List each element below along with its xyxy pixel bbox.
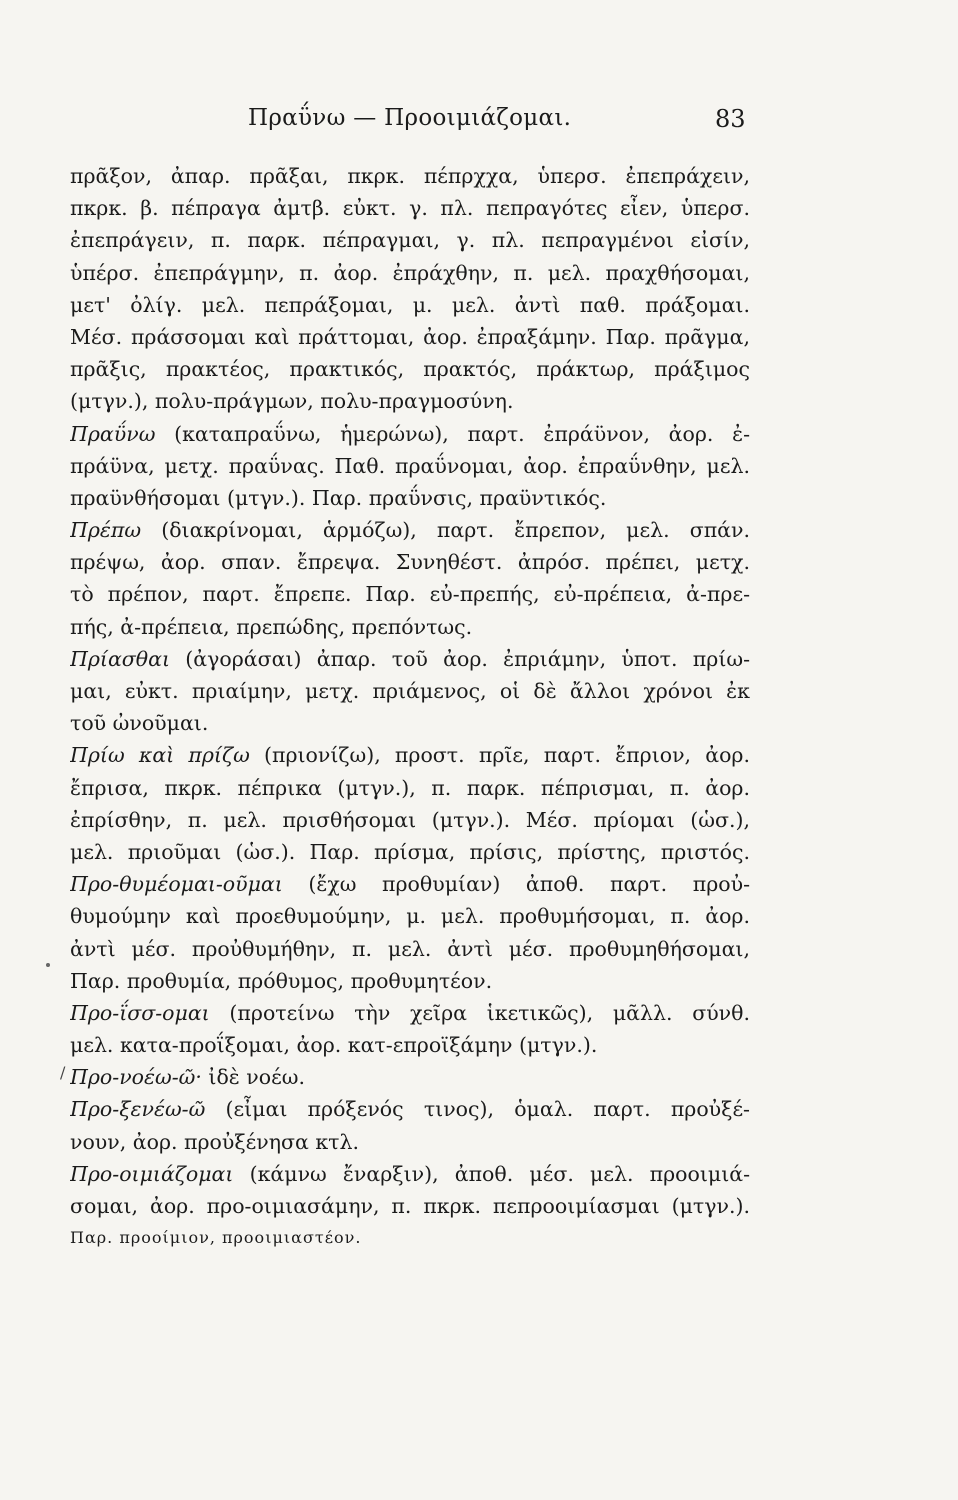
- entry-line: Προ-θυμέομαι-οῦμαι (ἔχω προθυμίαν) ἀποθ. παρτ. προὐ-: [70, 872, 750, 897]
- text-line: Παρ. προθυμία, πρόθυμος, προθυμητέον.: [70, 968, 493, 993]
- headword: Πρίω καὶ πρίζω: [70, 743, 250, 768]
- text-line: πκρκ. β. πέπραγα ἀμτβ. εὐκτ. γ. πλ. πεπραγότες εἶεν, ὑπερσ.: [70, 196, 750, 221]
- entry-line: Προ-ΐσσ-ομαι (προτείνω τὴν χεῖρα ἱκετικῶς), μᾶλλ. σύνθ.: [70, 1000, 750, 1025]
- running-title: Πραΰνω — Προοιμιάζομαι.: [248, 105, 572, 131]
- entry-line: Πραΰνω (καταπραΰνω, ἡμερώνω), παρτ. ἐπράϋνον, ἀορ. ἐ-: [70, 421, 750, 446]
- headword: Προ-θυμέομαι-οῦμαι: [70, 872, 283, 897]
- headword: Προ-ΐσσ-ομαι: [70, 1000, 210, 1025]
- text-line: πραϋνθήσομαι (μτγν.). Παρ. πραΰνσις, πραϋντικός.: [70, 485, 607, 510]
- text-line: Παρ. προοίμιον, προοιμιαστέον.: [70, 1228, 362, 1248]
- margin-dot: [46, 963, 50, 967]
- text-line: ἐπρίσθην, π. μελ. πρισθήσομαι (μτγν.). Μέσ. πρίομαι (ὡσ.),: [70, 807, 750, 832]
- text-line: πής, ἀ-πρέπεια, πρεπώδης, πρεπόντως.: [70, 614, 473, 639]
- text-line: πρᾶξον, ἀπαρ. πρᾶξαι, πκρκ. πέπρχχα, ὑπερσ. ἐπεπράχειν,: [70, 164, 750, 188]
- text-line: Μέσ. πράσσομαι καὶ πράττομαι, ἀορ. ἐπραξάμην. Παρ. πρᾶγμα,: [70, 324, 750, 349]
- text-line: πρᾶξις, πρακτέος, πρακτικός, πρακτός, πράκτωρ, πράξιμος: [70, 357, 750, 382]
- text-line: (μτγν.), πολυ-πράγμων, πολυ-πραγμοσύνη.: [70, 389, 514, 414]
- entry-line: Πρέπω (διακρίνομαι, ἁρμόζω), παρτ. ἔπρεπον, μελ. σπάν.: [70, 518, 750, 543]
- text-line: μετ' ὀλίγ. μελ. πεπράξομαι, μ. μελ. ἀντὶ παθ. πράξομαι.: [70, 292, 750, 317]
- text-line: σομαι, ἀορ. προ-οιμιασάμην, π. πκρκ. πεπροοιμίασμαι (μτγν.).: [70, 1194, 750, 1218]
- page-number: 83: [715, 105, 746, 133]
- entry-line: Προ-νοέω-ῶ· ἰδὲ νοέω.: [70, 1065, 305, 1090]
- entry-line: Προ-ξενέω-ῶ (εἶμαι πρόξενός τινος), ὁμαλ. παρτ. προὐξέ-: [70, 1097, 750, 1122]
- dictionary-text: [70, 160, 750, 1254]
- running-head: [0, 105, 958, 145]
- headword: Προ-οιμιάζομαι: [70, 1161, 234, 1186]
- text-line: μαι, εὐκτ. πριαίμην, μετχ. πριάμενος, οἱ δὲ ἄλλοι χρόνοι ἐκ: [70, 679, 750, 703]
- text-line: μελ. πριοῦμαι (ὡσ.). Παρ. πρίσμα, πρίσις, πρίστης, πριστός.: [70, 839, 750, 864]
- entry-line: Πρίω καὶ πρίζω (πριονίζω), προστ. πρῖε, παρτ. ἔπριον, ἀορ.: [70, 743, 750, 768]
- entry-line: Πρίασθαι (ἀγοράσαι) ἀπαρ. τοῦ ἀορ. ἐπριάμην, ὑποτ. πρίω-: [70, 646, 750, 671]
- margin-mark: /: [60, 1063, 66, 1082]
- headword: Προ-ξενέω-ῶ: [70, 1097, 206, 1122]
- text-line: τὸ πρέπον, παρτ. ἔπρεπε. Παρ. εὐ-πρεπής, εὐ-πρέπεια, ἀ-πρε-: [70, 582, 750, 607]
- text-line: νουν, ἀορ. προὐξένησα κτλ.: [70, 1129, 360, 1154]
- text-line: ὑπέρσ. ἐπεπράγμην, π. ἀορ. ἐπράχθην, π. μελ. πραχθήσομαι,: [70, 260, 750, 285]
- headword: Πραΰνω: [70, 421, 156, 446]
- entry-line: Προ-οιμιάζομαι (κάμνω ἔναρξιν), ἀποθ. μέσ. μελ. προοιμιά-: [70, 1161, 750, 1186]
- text-line: μελ. κατα-προΐξομαι, ἀορ. κατ-επροϊξάμην (μτγν.).: [70, 1033, 598, 1058]
- headword: Προ-νοέω-ῶ·: [70, 1065, 202, 1090]
- headword: Πρέπω: [70, 518, 142, 543]
- text-line: ἀντὶ μέσ. προὐθυμήθην, π. μελ. ἀντὶ μέσ. προθυμηθήσομαι,: [70, 936, 750, 961]
- headword: Πρίασθαι: [70, 646, 171, 671]
- text-line: πρέψω, ἀορ. σπαν. ἔπρεψα. Συνηθέστ. ἀπρόσ. πρέπει, μετχ.: [70, 550, 750, 575]
- text-line: τοῦ ὠνοῦμαι.: [70, 711, 209, 736]
- text-line: ἐπεπράγειν, π. παρκ. πέπραγμαι, γ. πλ. πεπραγμένοι εἰσίν,: [70, 228, 750, 253]
- text-line: ἔπρισα, πκρκ. πέπρικα (μτγν.), π. παρκ. πέπρισμαι, π. ἀορ.: [70, 775, 750, 800]
- text-line: θυμούμην καὶ προεθυμούμην, μ. μελ. προθυμήσομαι, π. ἀορ.: [70, 904, 750, 929]
- text-line: πράϋνα, μετχ. πραΰνας. Παθ. πραΰνομαι, ἀορ. ἐπραΰνθην, μελ.: [70, 453, 750, 478]
